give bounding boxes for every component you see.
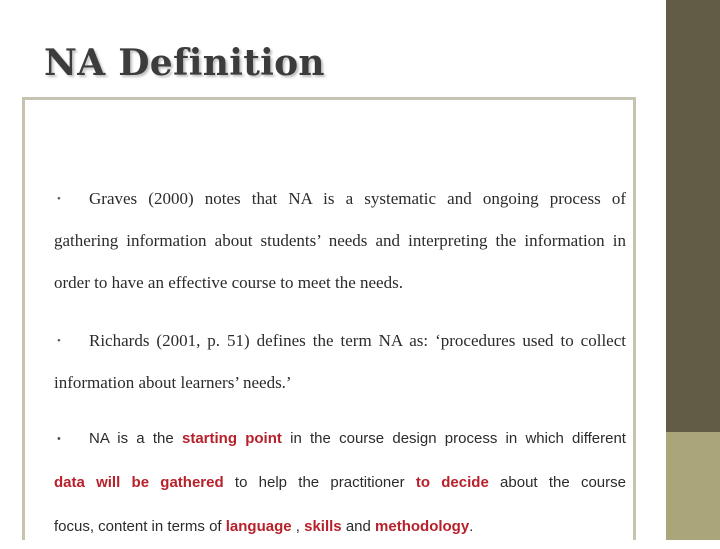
sidebar-dark-panel <box>666 0 720 432</box>
bullet-line <box>54 178 626 220</box>
bullet-line <box>54 320 626 362</box>
bullet-marker: • <box>57 433 61 445</box>
bullet-line <box>54 461 626 505</box>
bullet-richards <box>54 320 626 404</box>
bullet-text: NA is a the <box>89 430 182 447</box>
bullet-line <box>54 417 626 461</box>
highlight-language: language <box>225 518 292 535</box>
bullet-text: and <box>341 518 376 535</box>
bullet-text: Richards (2001, p. 51) defines the term NA as: ‘procedures used to collect <box>89 331 626 350</box>
highlight-data-gathered: data will be gathered <box>54 474 224 491</box>
bullet-marker: • <box>57 335 61 347</box>
bullet-graves <box>54 178 626 304</box>
bullet-line: order to have an effective course to meet the needs. <box>54 273 403 292</box>
bullet-text: , <box>291 518 305 535</box>
highlight-to-decide: to decide <box>415 474 489 491</box>
bullet-line: information about learners’ needs.’ <box>54 373 292 392</box>
bullet-text: Graves (2000) notes that NA is a systematic and ongoing process of <box>89 189 626 208</box>
bullet-marker: • <box>57 193 61 205</box>
bullet-text: focus, content in terms of <box>54 518 226 535</box>
bullet-text: . <box>469 518 474 535</box>
highlight-starting-point: starting point <box>181 430 282 447</box>
bullet-line <box>54 220 626 262</box>
slide-title: NA Definition <box>44 42 325 84</box>
bullet-na-starting-point <box>54 417 626 549</box>
bullet-text: to help the practitioner <box>223 474 416 491</box>
highlight-methodology: methodology <box>375 518 470 535</box>
bullet-text: in the course design process in which different <box>281 430 626 447</box>
highlight-skills: skills <box>304 518 342 535</box>
bullet-text: about the course <box>488 474 626 491</box>
bullet-text: gathering information about students’ needs and interpreting the information in <box>54 231 626 250</box>
bullet-line <box>54 505 626 549</box>
sidebar-light-panel <box>666 432 720 540</box>
